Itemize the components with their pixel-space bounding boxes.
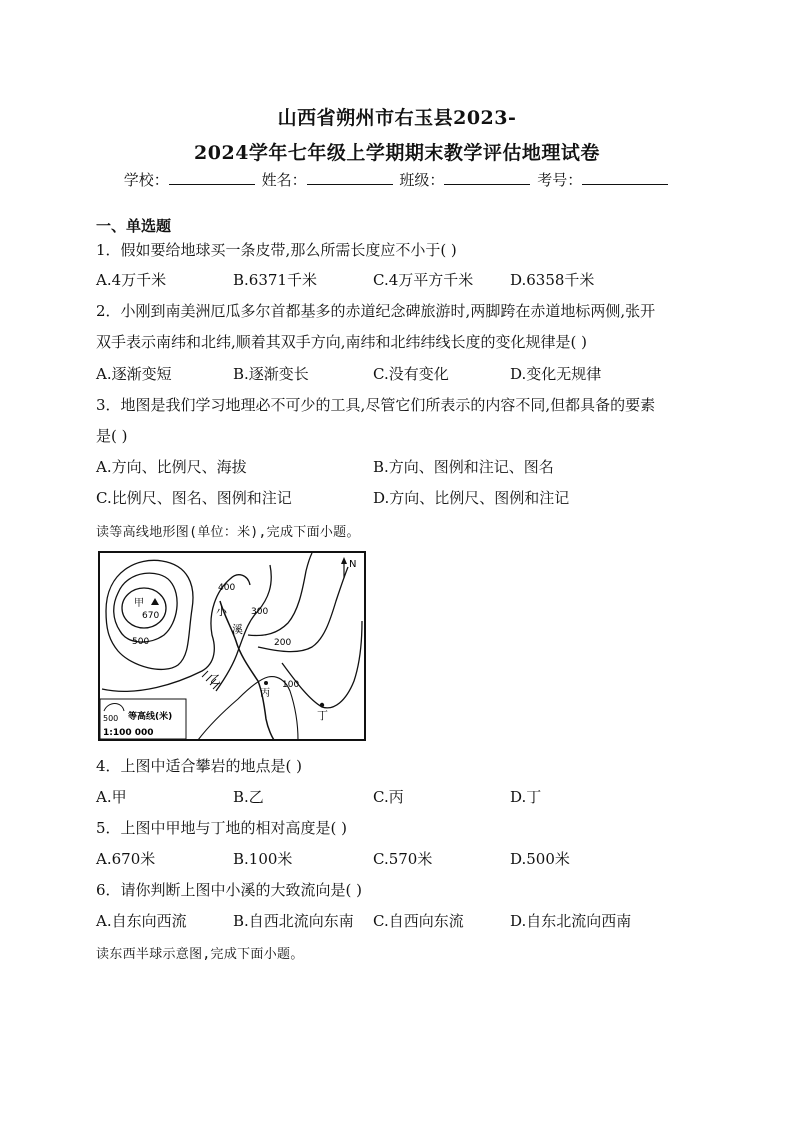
q4-option-a[interactable]: A.甲 [96, 788, 127, 806]
contour-map [98, 551, 366, 741]
north-label: N [349, 559, 357, 570]
q6-option-b[interactable]: B.自西北流向东南 [233, 912, 354, 930]
q3-option-c[interactable]: C.比例尺、图名、图例和注记 [96, 489, 292, 507]
q2-option-d[interactable]: D.变化无规律 [510, 365, 602, 383]
q4-option-b[interactable]: B.乙 [233, 788, 264, 806]
contour-label-300: 300 [251, 607, 269, 617]
q1-option-d[interactable]: D.6358千米 [510, 271, 595, 289]
question-5-text: 5．上图中甲地与丁地的相对高度是( ) [96, 819, 348, 837]
q4-option-c[interactable]: C.丙 [373, 788, 404, 806]
q4-option-d[interactable]: D.丁 [510, 788, 542, 806]
student-info-row [0, 169, 794, 190]
q1-option-b[interactable]: B.6371千米 [233, 271, 317, 289]
question-2-text-line1: 2．小刚到南美洲厄瓜多尔首都基多的赤道纪念碑旅游时,两脚跨在赤道地标两侧,张开 [96, 302, 656, 320]
question-1-text: 1．假如要给地球买一条皮带,那么所需长度应不小于( ) [96, 241, 457, 259]
q2-option-b[interactable]: B.逐渐变长 [233, 365, 309, 383]
q5-option-b[interactable]: B.100米 [233, 850, 293, 868]
q3-option-b[interactable]: B.方向、图例和注记、图名 [373, 458, 554, 476]
point-bing-dot [264, 681, 268, 685]
peak-label: 甲 [134, 598, 144, 609]
legend-label: 等高线(米) [128, 712, 173, 722]
q3-option-d[interactable]: D.方向、比例尺、图例和注记 [373, 489, 570, 507]
q6-option-c[interactable]: C.自西向东流 [373, 912, 464, 930]
exam-no-blank[interactable] [582, 170, 668, 185]
contour-label-100: 100 [282, 680, 300, 690]
q2-option-c[interactable]: C.没有变化 [373, 365, 449, 383]
q2-option-a[interactable]: A.逐渐变短 [96, 365, 172, 383]
class-label: 班级： [399, 171, 445, 189]
question-4-text: 4．上图中适合攀岩的地点是( ) [96, 757, 303, 775]
name-label: 姓名： [261, 171, 307, 189]
next-intro-note: 读东西半球示意图,完成下面小题。 [96, 947, 304, 962]
q5-option-a[interactable]: A.670米 [96, 850, 156, 868]
school-label: 学校： [123, 171, 169, 189]
q6-option-d[interactable]: D.自东北流向西南 [510, 912, 632, 930]
legend-value: 500 [103, 714, 119, 723]
q5-option-c[interactable]: C.570米 [373, 850, 433, 868]
exam-title-line2: 2024学年七年级上学期期末教学评估地理试卷 [194, 142, 600, 164]
point-ding-dot [320, 703, 324, 707]
name-blank[interactable] [307, 170, 393, 185]
q1-option-c[interactable]: C.4万平方千米 [373, 271, 474, 289]
exam-no-label: 考号： [537, 171, 583, 189]
stream-label-1: 小 [216, 605, 227, 618]
exam-title-line1: 山西省朔州市右玉县2023- [277, 107, 517, 129]
point-ding-label: 丁 [317, 709, 328, 722]
class-blank[interactable] [444, 170, 530, 185]
question-2-text-line2: 双手表示南纬和北纬,顺着其双手方向,南纬和北纬纬线长度的变化规律是( ) [96, 333, 588, 351]
question-3-text-line1: 3．地图是我们学习地理必不可少的工具,尽管它们所表示的内容不同,但都具备的要素 [96, 396, 656, 414]
question-6-text: 6．请你判断上图中小溪的大致流向是( ) [96, 881, 363, 899]
q6-option-a[interactable]: A.自东向西流 [96, 912, 187, 930]
scale-label: 1:100 000 [103, 728, 154, 738]
school-blank[interactable] [169, 170, 255, 185]
point-bing-label: 丙 [260, 688, 270, 699]
section-heading: 一、单选题 [96, 217, 172, 235]
point-yi-label: 乙 [210, 673, 221, 686]
peak-value: 670 [142, 611, 160, 621]
q3-option-a[interactable]: A.方向、比例尺、海拔 [96, 458, 247, 476]
q5-option-d[interactable]: D.500米 [510, 850, 570, 868]
map-intro-note: 读等高线地形图(单位：米),完成下面小题。 [96, 525, 360, 540]
contour-label-500: 500 [132, 637, 150, 647]
q1-option-a[interactable]: A.4万千米 [96, 271, 167, 289]
question-3-text-line2: 是( ) [96, 427, 128, 445]
stream-label-2: 溪 [232, 623, 243, 636]
contour-label-200: 200 [274, 638, 292, 648]
contour-label-400: 400 [218, 583, 236, 593]
